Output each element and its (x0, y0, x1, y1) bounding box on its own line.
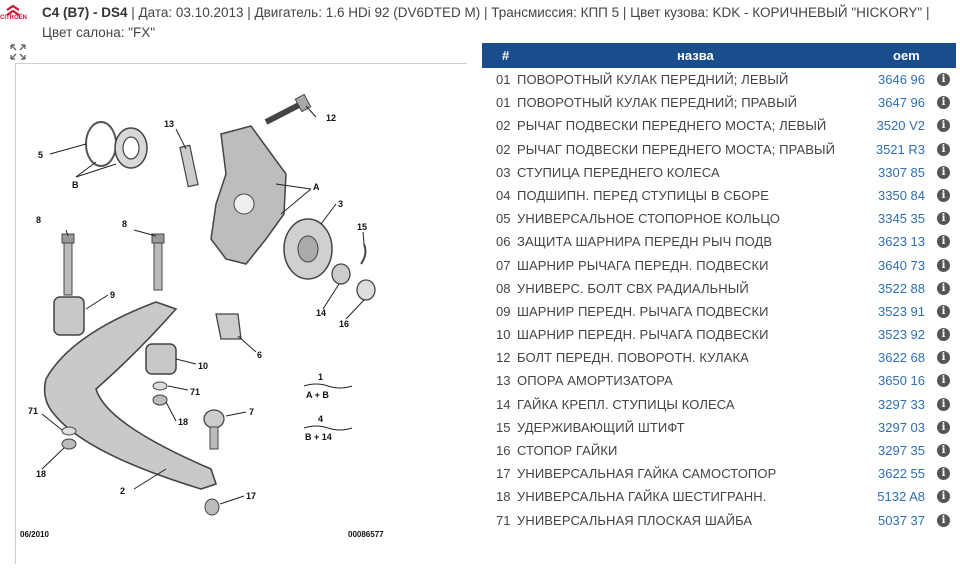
info-icon[interactable]: i (937, 96, 950, 109)
info-icon[interactable]: i (937, 189, 950, 202)
table-row[interactable] (482, 509, 956, 532)
oem-link[interactable]: 3520 V2 (876, 118, 925, 134)
table-row[interactable] (482, 369, 956, 392)
table-row[interactable] (482, 207, 956, 230)
callout-15: 15 (357, 222, 368, 232)
row-number: 13 (496, 373, 511, 389)
row-number: 07 (496, 257, 511, 273)
row-number: 03 (496, 164, 511, 180)
col-name-header: назва (677, 48, 714, 63)
row-number: 17 (496, 466, 511, 482)
callout-b: B (72, 180, 79, 190)
info-icon[interactable]: i (937, 374, 950, 387)
oem-link[interactable]: 5132 A8 (877, 489, 925, 505)
bolt-right-part (154, 240, 162, 290)
parts-table (482, 43, 956, 532)
callout-14: 14 (316, 308, 327, 318)
info-icon[interactable]: i (937, 259, 950, 272)
oem-link[interactable]: 3350 84 (878, 187, 925, 203)
part-name: РЫЧАГ ПОДВЕСКИ ПЕРЕДНЕГО МОСТА; ЛЕВЫЙ (517, 118, 827, 134)
part-name: ШАРНИР ПЕРЕДН. РЫЧАГА ПОДВЕСКИ (517, 327, 769, 343)
legend-1-top: 1 (318, 372, 324, 382)
row-number: 02 (496, 141, 511, 157)
part-name: ПОДШИПН. ПЕРЕД СТУПИЦЫ В СБОРЕ (517, 187, 770, 203)
oem-link[interactable]: 3297 03 (878, 419, 925, 435)
part-name: УНИВЕРСАЛЬНАЯ ПЛОСКАЯ ШАЙБА (517, 512, 753, 528)
oem-link[interactable]: 3650 16 (878, 373, 925, 389)
row-number: 01 (496, 95, 511, 111)
callout-16: 16 (339, 319, 350, 329)
info-icon[interactable]: i (937, 467, 950, 480)
callout-7: 7 (249, 407, 255, 417)
table-row[interactable] (482, 277, 956, 300)
row-number: 18 (496, 489, 511, 505)
legend-1-bottom: A + B (306, 390, 329, 400)
washer-left-part (62, 427, 76, 435)
row-number: 15 (496, 419, 511, 435)
self-lock-nut-part (205, 499, 219, 515)
oem-link[interactable]: 3622 55 (878, 466, 925, 482)
part-name: ОПОРА АМОРТИЗАТОРА (517, 373, 673, 389)
page-title (42, 3, 952, 43)
callout-a: A (313, 182, 320, 192)
oem-link[interactable]: 3523 91 (878, 303, 925, 319)
oem-link[interactable]: 3622 68 (878, 350, 925, 366)
part-name: УНИВЕРС. БОЛТ СВХ РАДИАЛЬНЫЙ (517, 280, 749, 296)
part-name: ЗАЩИТА ШАРНИРА ПЕРЕДН РЫЧ ПОДВ (517, 234, 773, 250)
table-row[interactable] (482, 462, 956, 485)
callout-2: 2 (120, 486, 126, 496)
part-name: УНИВЕРСАЛЬНАЯ ГАЙКА САМОСТОПОР (517, 466, 777, 482)
diagram-drawing (16, 64, 468, 565)
washer-right-part (153, 382, 167, 390)
row-number: 12 (496, 350, 511, 366)
model-name: C4 (B7) - DS4 (42, 5, 128, 20)
table-row[interactable] (482, 184, 956, 207)
info-icon[interactable]: i (937, 490, 950, 503)
nut-left-part (62, 439, 76, 449)
part-name: УНИВЕРСАЛЬНОЕ СТОПОРНОЕ КОЛЬЦО (517, 211, 780, 227)
row-number: 16 (496, 443, 511, 458)
part-name: ПОВОРОТНЫЙ КУЛАК ПЕРЕДНИЙ; ЛЕВЫЙ (517, 72, 789, 87)
hub-nut-part (332, 264, 350, 284)
table-row[interactable] (482, 485, 956, 508)
info-icon[interactable]: i (937, 421, 950, 434)
table-row[interactable] (482, 300, 956, 323)
part-name: ШАРНИР РЫЧАГА ПЕРЕДН. ПОДВЕСКИ (517, 257, 769, 273)
table-row[interactable] (482, 68, 956, 91)
callout-3: 3 (338, 199, 344, 209)
callout-12: 12 (326, 113, 337, 123)
callout-18-left: 18 (36, 469, 47, 479)
legend-2-bottom: B + 14 (305, 432, 332, 442)
callout-6: 6 (257, 350, 263, 360)
row-number: 06 (496, 234, 511, 250)
diagram-ref-code: 00086577 (348, 530, 384, 539)
boot-part (216, 314, 241, 339)
table-header (482, 43, 956, 68)
table-row[interactable] (482, 138, 956, 161)
col-oem-header: oem (893, 48, 920, 63)
row-number: 01 (496, 72, 511, 87)
part-name: УНИВЕРСАЛЬНА ГАЙКА ШЕСТИГРАНН. (517, 489, 767, 505)
info-icon[interactable]: i (937, 444, 950, 457)
oem-link[interactable]: 3623 13 (878, 234, 925, 250)
info-icon[interactable]: i (937, 305, 950, 318)
oem-link[interactable]: 5037 37 (878, 512, 925, 528)
info-icon[interactable]: i (937, 398, 950, 411)
expand-icon[interactable] (10, 44, 26, 60)
callout-18-right: 18 (178, 417, 189, 427)
info-icon[interactable]: i (937, 235, 950, 248)
oem-link[interactable]: 3646 96 (878, 72, 925, 87)
info-icon[interactable]: i (937, 514, 950, 527)
part-name: ШАРНИР ПЕРЕДН. РЫЧАГА ПОДВЕСКИ (517, 303, 769, 319)
row-number: 71 (496, 512, 511, 528)
table-row[interactable] (482, 161, 956, 184)
part-name: ГАЙКА КРЕПЛ. СТУПИЦЫ КОЛЕСА (517, 396, 735, 412)
info-icon[interactable]: i (937, 73, 950, 86)
oem-link[interactable]: 3647 96 (878, 95, 925, 111)
col-num-header: # (502, 48, 510, 63)
oem-link[interactable]: 3297 33 (878, 396, 925, 412)
info-icon[interactable]: i (937, 143, 950, 156)
bolt-left-part (64, 240, 72, 295)
nut-lock-part (357, 280, 375, 300)
oem-link[interactable]: 3522 88 (878, 280, 925, 296)
callout-8-right: 8 (122, 219, 128, 229)
info-icon[interactable]: i (937, 351, 950, 364)
legend-2-top: 4 (318, 414, 324, 424)
info-icon[interactable]: i (937, 282, 950, 295)
page-header (0, 0, 960, 44)
parts-diagram[interactable] (15, 63, 467, 564)
table-body (482, 68, 956, 532)
oem-link[interactable]: 3297 35 (878, 443, 925, 458)
part-name: СТОПОР ГАЙКИ (517, 443, 618, 458)
row-number: 10 (496, 327, 511, 343)
info-icon[interactable]: i (937, 119, 950, 132)
callout-71-right: 71 (190, 387, 201, 397)
table-row[interactable] (482, 439, 956, 462)
bushing-rear-part (146, 344, 176, 374)
part-name: УДЕРЖИВАЮЩИЙ ШТИФТ (517, 419, 685, 435)
oem-link[interactable]: 3640 73 (878, 257, 925, 273)
table-row[interactable] (482, 393, 956, 416)
part-name: РЫЧАГ ПОДВЕСКИ ПЕРЕДНЕГО МОСТА; ПРАВЫЙ (517, 141, 836, 157)
vehicle-details: | Дата: 03.10.2013 | Двигатель: 1.6 HDi 92 (DV6DTED M) | Трансмиссия: КПП 5 | Цвет кузова: KDK - КОРИЧНЕВЫЙ "HICKORY" | Цвет салона: "FX" (42, 5, 930, 40)
row-number: 09 (496, 303, 511, 319)
part-name: ПОВОРОТНЫЙ КУЛАК ПЕРЕДНИЙ; ПРАВЫЙ (517, 95, 798, 111)
part-name: БОЛТ ПЕРЕДН. ПОВОРОТН. КУЛАКА (517, 350, 749, 366)
ball-joint-part (204, 410, 224, 428)
bushing-front-part (54, 297, 84, 335)
row-number: 04 (496, 187, 511, 203)
row-number: 05 (496, 211, 511, 227)
callout-9: 9 (110, 290, 116, 300)
info-icon[interactable]: i (937, 212, 950, 225)
table-row[interactable] (482, 114, 956, 137)
diagram-date-code: 06/2010 (20, 530, 49, 539)
row-number: 14 (496, 396, 511, 412)
table-row[interactable] (482, 91, 956, 114)
oem-link[interactable]: 3521 R3 (875, 141, 925, 157)
table-row[interactable] (482, 230, 956, 253)
callout-13: 13 (164, 119, 175, 129)
table-row[interactable] (482, 346, 956, 369)
callout-17: 17 (246, 491, 257, 501)
callout-5: 5 (38, 150, 44, 160)
table-row[interactable] (482, 323, 956, 346)
callout-71-left: 71 (28, 406, 39, 416)
logo-text: CITROËN (0, 15, 27, 21)
callout-10: 10 (198, 361, 209, 371)
oem-link[interactable]: 3345 35 (878, 211, 925, 227)
callout-8-left: 8 (36, 215, 42, 225)
oem-link[interactable]: 3307 85 (878, 164, 925, 180)
info-icon[interactable]: i (937, 166, 950, 179)
oem-link[interactable]: 3523 92 (878, 327, 925, 343)
table-row[interactable] (482, 416, 956, 439)
nut-right-part (153, 395, 167, 405)
part-name: СТУПИЦА ПЕРЕДНЕГО КОЛЕСА (517, 164, 720, 180)
row-number: 02 (496, 118, 511, 134)
table-row[interactable] (482, 254, 956, 277)
info-icon[interactable]: i (937, 328, 950, 341)
row-number: 08 (496, 280, 511, 296)
